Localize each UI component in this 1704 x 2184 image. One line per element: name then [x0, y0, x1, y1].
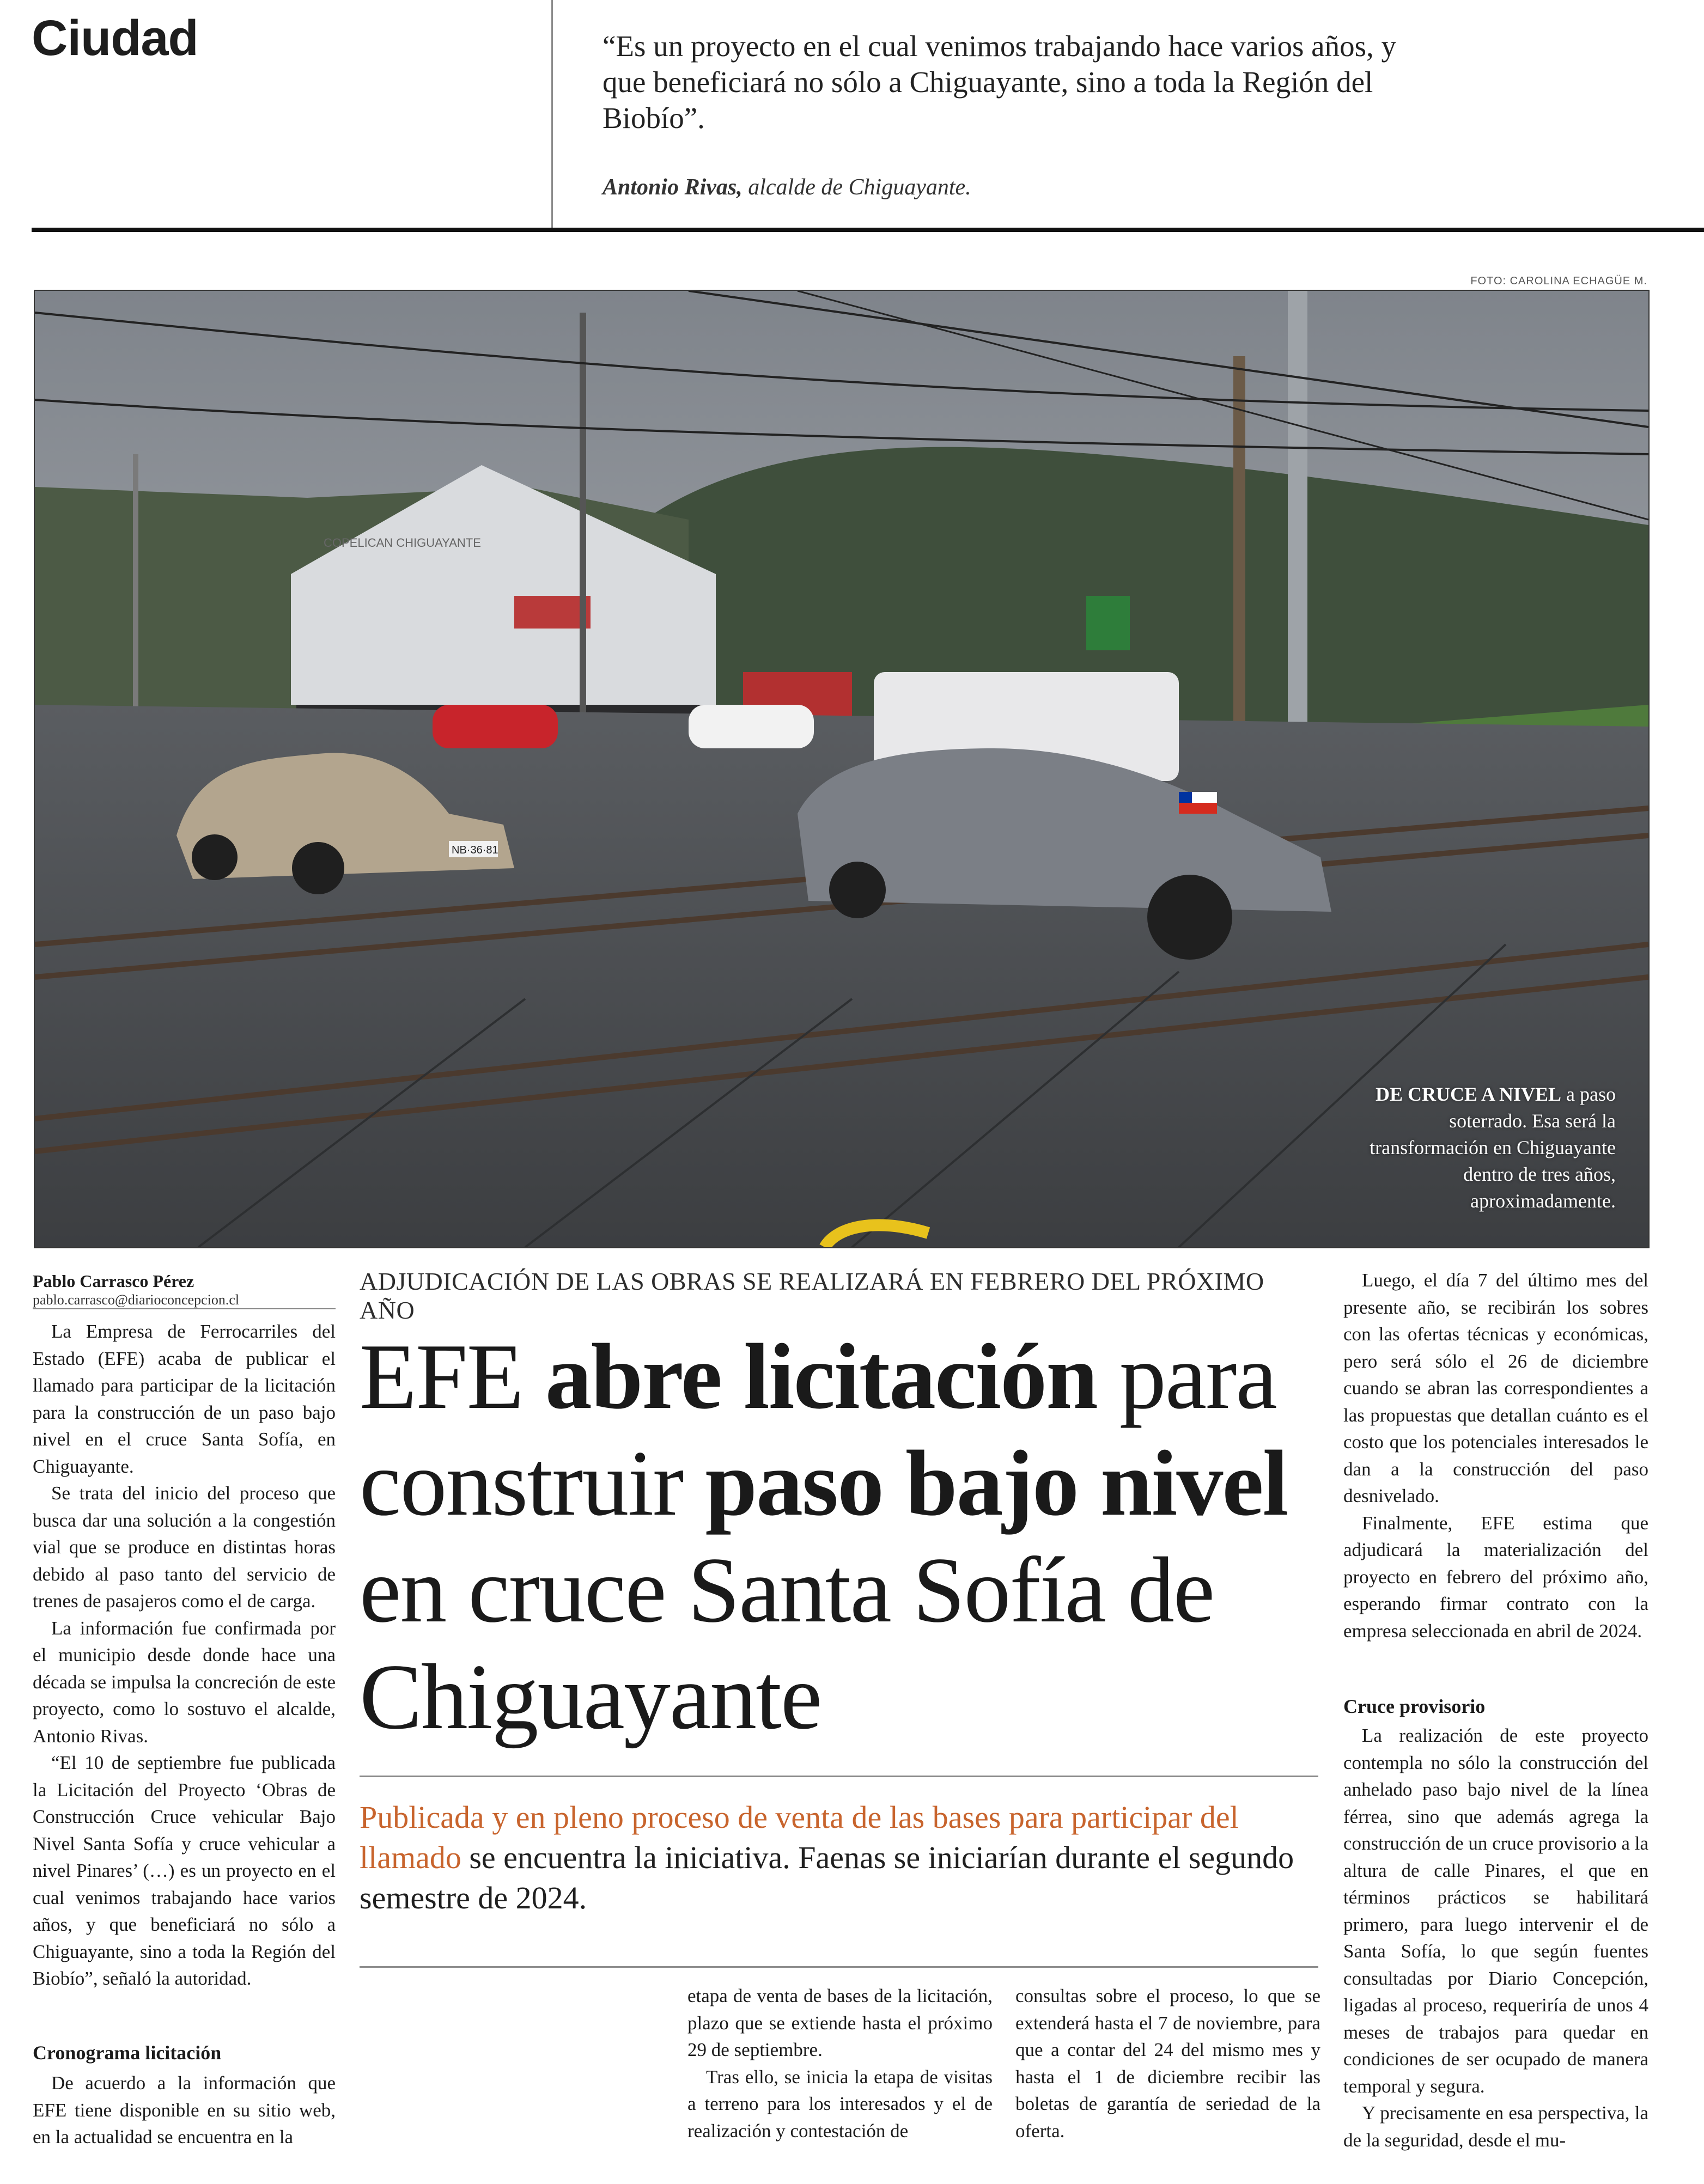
headline-bold: abre licitación — [545, 1325, 1097, 1429]
street-light-pole — [580, 313, 586, 759]
lead-rule — [360, 1966, 1318, 1968]
paragraph: Finalmente, EFE estima que adjudicará la materialización del proyecto en febrero del próximo año, esperando firmar contrato con la empresa seleccionada en abril de 2024. — [1343, 1512, 1648, 1642]
subhead-cronograma: Cronograma licitación — [33, 2042, 222, 2064]
paragraph: De acuerdo a la información que EFE tiene disponible en su sitio web, en la actualidad se encuentra en la — [33, 2072, 336, 2148]
photo-caption-text: a paso soterrado. Esa será la transformación en Chiguayante dentro de tres años, aproximadamente. — [1370, 1083, 1616, 1212]
red-car — [433, 705, 558, 748]
wheel — [192, 834, 238, 880]
headline-bold: paso bajo nivel — [705, 1432, 1288, 1535]
photo-caption — [1360, 1081, 1616, 1215]
byline-name: Pablo Carrasco Pérez — [33, 1271, 194, 1291]
license-plate-text: NB·36·81 — [452, 844, 498, 856]
paragraph: Tras ello, se inicia la etapa de visitas a terreno para los interesados y el de realización y contestación de — [687, 2066, 993, 2142]
paragraph: Se trata del inicio del proceso que busca dar una solución a la congestión vial que se produce en distintas horas debido al paso tanto del servicio de trenes de pasajeros como el de carga. — [33, 1483, 336, 1612]
chilean-flag-canton — [1179, 792, 1192, 803]
paragraph: Luego, el día 7 del último mes del presente año, se recibirán los sobres con las ofertas técnicas y económicas, pero será sólo el 26 de diciembre cuando se abran las correspondientes a las propuestas que detallan cuánto es el costo que los potenciales interesados le dan a la construcción del paso desnivelado. — [1343, 1270, 1648, 1506]
antenna-tower — [133, 454, 138, 737]
shop-sign — [514, 596, 591, 629]
headline — [360, 1323, 1324, 1750]
article-column-5 — [1343, 1267, 1648, 1644]
photo-caption-lead: DE CRUCE A NIVEL — [1375, 1083, 1562, 1105]
lead-paragraph — [360, 1797, 1318, 1918]
header-rule — [32, 228, 1704, 232]
article-column-4 — [1015, 1982, 1320, 2144]
lead-rest: se encuentra la iniciativa. Faenas se iniciarían durante el segundo semestre de 2024. — [360, 1840, 1294, 1915]
wheel — [1147, 875, 1232, 960]
building-sign: COPELICAN CHIGUAYANTE — [324, 536, 481, 550]
article-column-3 — [687, 1982, 993, 2144]
headline-part: para construir — [360, 1325, 1276, 1535]
header-attribution — [603, 174, 971, 200]
attribution-role: alcalde de Chiguayante. — [742, 175, 971, 200]
news-photo — [34, 290, 1650, 1248]
article-column-1 — [33, 1318, 336, 1992]
paragraph: La Empresa de Ferrocarriles del Estado (EFE) acaba de publicar el llamado para participar de la licitación para la construcción de un paso bajo nivel en el cruce Santa Sofía, en Chiguayante. — [33, 1321, 336, 1477]
paragraph: La realización de este proyecto contempla no sólo la construcción del anhelado paso bajo nivel de la línea férrea, sino que además agrega la construcción de un cruce provisorio a la altura de calle Pinares, el que en términos prácticos se habilitará primero, para luego intervenir el de Santa Sofía, lo que según fuentes consultadas por Diario Concepción, ligadas al proceso, requeriría de unos 4 meses de trabajos para quedar en condiciones de ser ocupado de manera temporal y segura. — [1343, 1725, 1648, 2097]
photo-credit: FOTO: CAROLINA ECHAGÜE M. — [1470, 275, 1647, 287]
wheel — [829, 862, 886, 918]
article-column-1-tail — [33, 2070, 336, 2151]
article-column-5-tail — [1343, 1722, 1648, 2154]
paragraph: etapa de venta de bases de la licitación, plazo que se extiende hasta el próximo 29 de septiembre. — [687, 1985, 993, 2060]
header-divider — [551, 0, 553, 229]
header-quote: “Es un proyecto en el cual venimos trabajando hace varios años, y que beneficiará no sólo a Chiguayante, sino a toda la Región del Biobío”. — [603, 29, 1396, 135]
paragraph: “El 10 de septiembre fue publicada la Licitación del Proyecto ‘Obras de Construcción Cruce vehicular Bajo Nivel Santa Sofía y cruce vehicular a nivel Pinares’ (…) es un proyecto en el cual venimos trabajando hace varios años, y que beneficiará no sólo a Chiguayante, sino a toda la Región del Biobío”, señaló la autoridad. — [33, 1752, 336, 1989]
byline-rule — [33, 1308, 336, 1309]
wheel — [292, 842, 344, 894]
paragraph: La información fue confirmada por el municipio desde donde hace una década se impulsa la concreción de este proyecto, como lo sostuvo el alcalde, Antonio Rivas. — [33, 1617, 336, 1747]
attribution-name: Antonio Rivas, — [603, 175, 743, 200]
headline-part: en cruce Santa Sofía de Chiguayante — [360, 1539, 1214, 1749]
lead-accent: Publicada y en pleno proceso de venta de las bases para participar del llamado — [360, 1799, 1239, 1875]
road-sign — [1086, 596, 1130, 650]
byline-email: pablo.carrasco@diarioconcepcion.cl — [33, 1292, 240, 1308]
section-label: Ciudad — [32, 10, 198, 66]
lead-rule — [360, 1776, 1318, 1777]
paragraph: Y precisamente en esa perspectiva, la de la seguridad, desde el mu- — [1343, 2102, 1648, 2151]
subhead-cruce-provisorio: Cruce provisorio — [1343, 1695, 1486, 1717]
catenary-pole — [1288, 291, 1307, 759]
headline-part: EFE — [360, 1325, 545, 1429]
paragraph: consultas sobre el proceso, lo que se extenderá hasta el 7 de noviembre, para que a contar del 24 del mismo mes y hasta el 1 de diciembre recibir las boletas de garantía de seriedad de la oferta. — [1015, 1985, 1320, 2142]
white-van — [689, 705, 814, 748]
kicker: ADJUDICACIÓN DE LAS OBRAS SE REALIZARÁ EN FEBRERO DEL PRÓXIMO AÑO — [360, 1267, 1264, 1324]
utility-pole — [1233, 356, 1245, 770]
